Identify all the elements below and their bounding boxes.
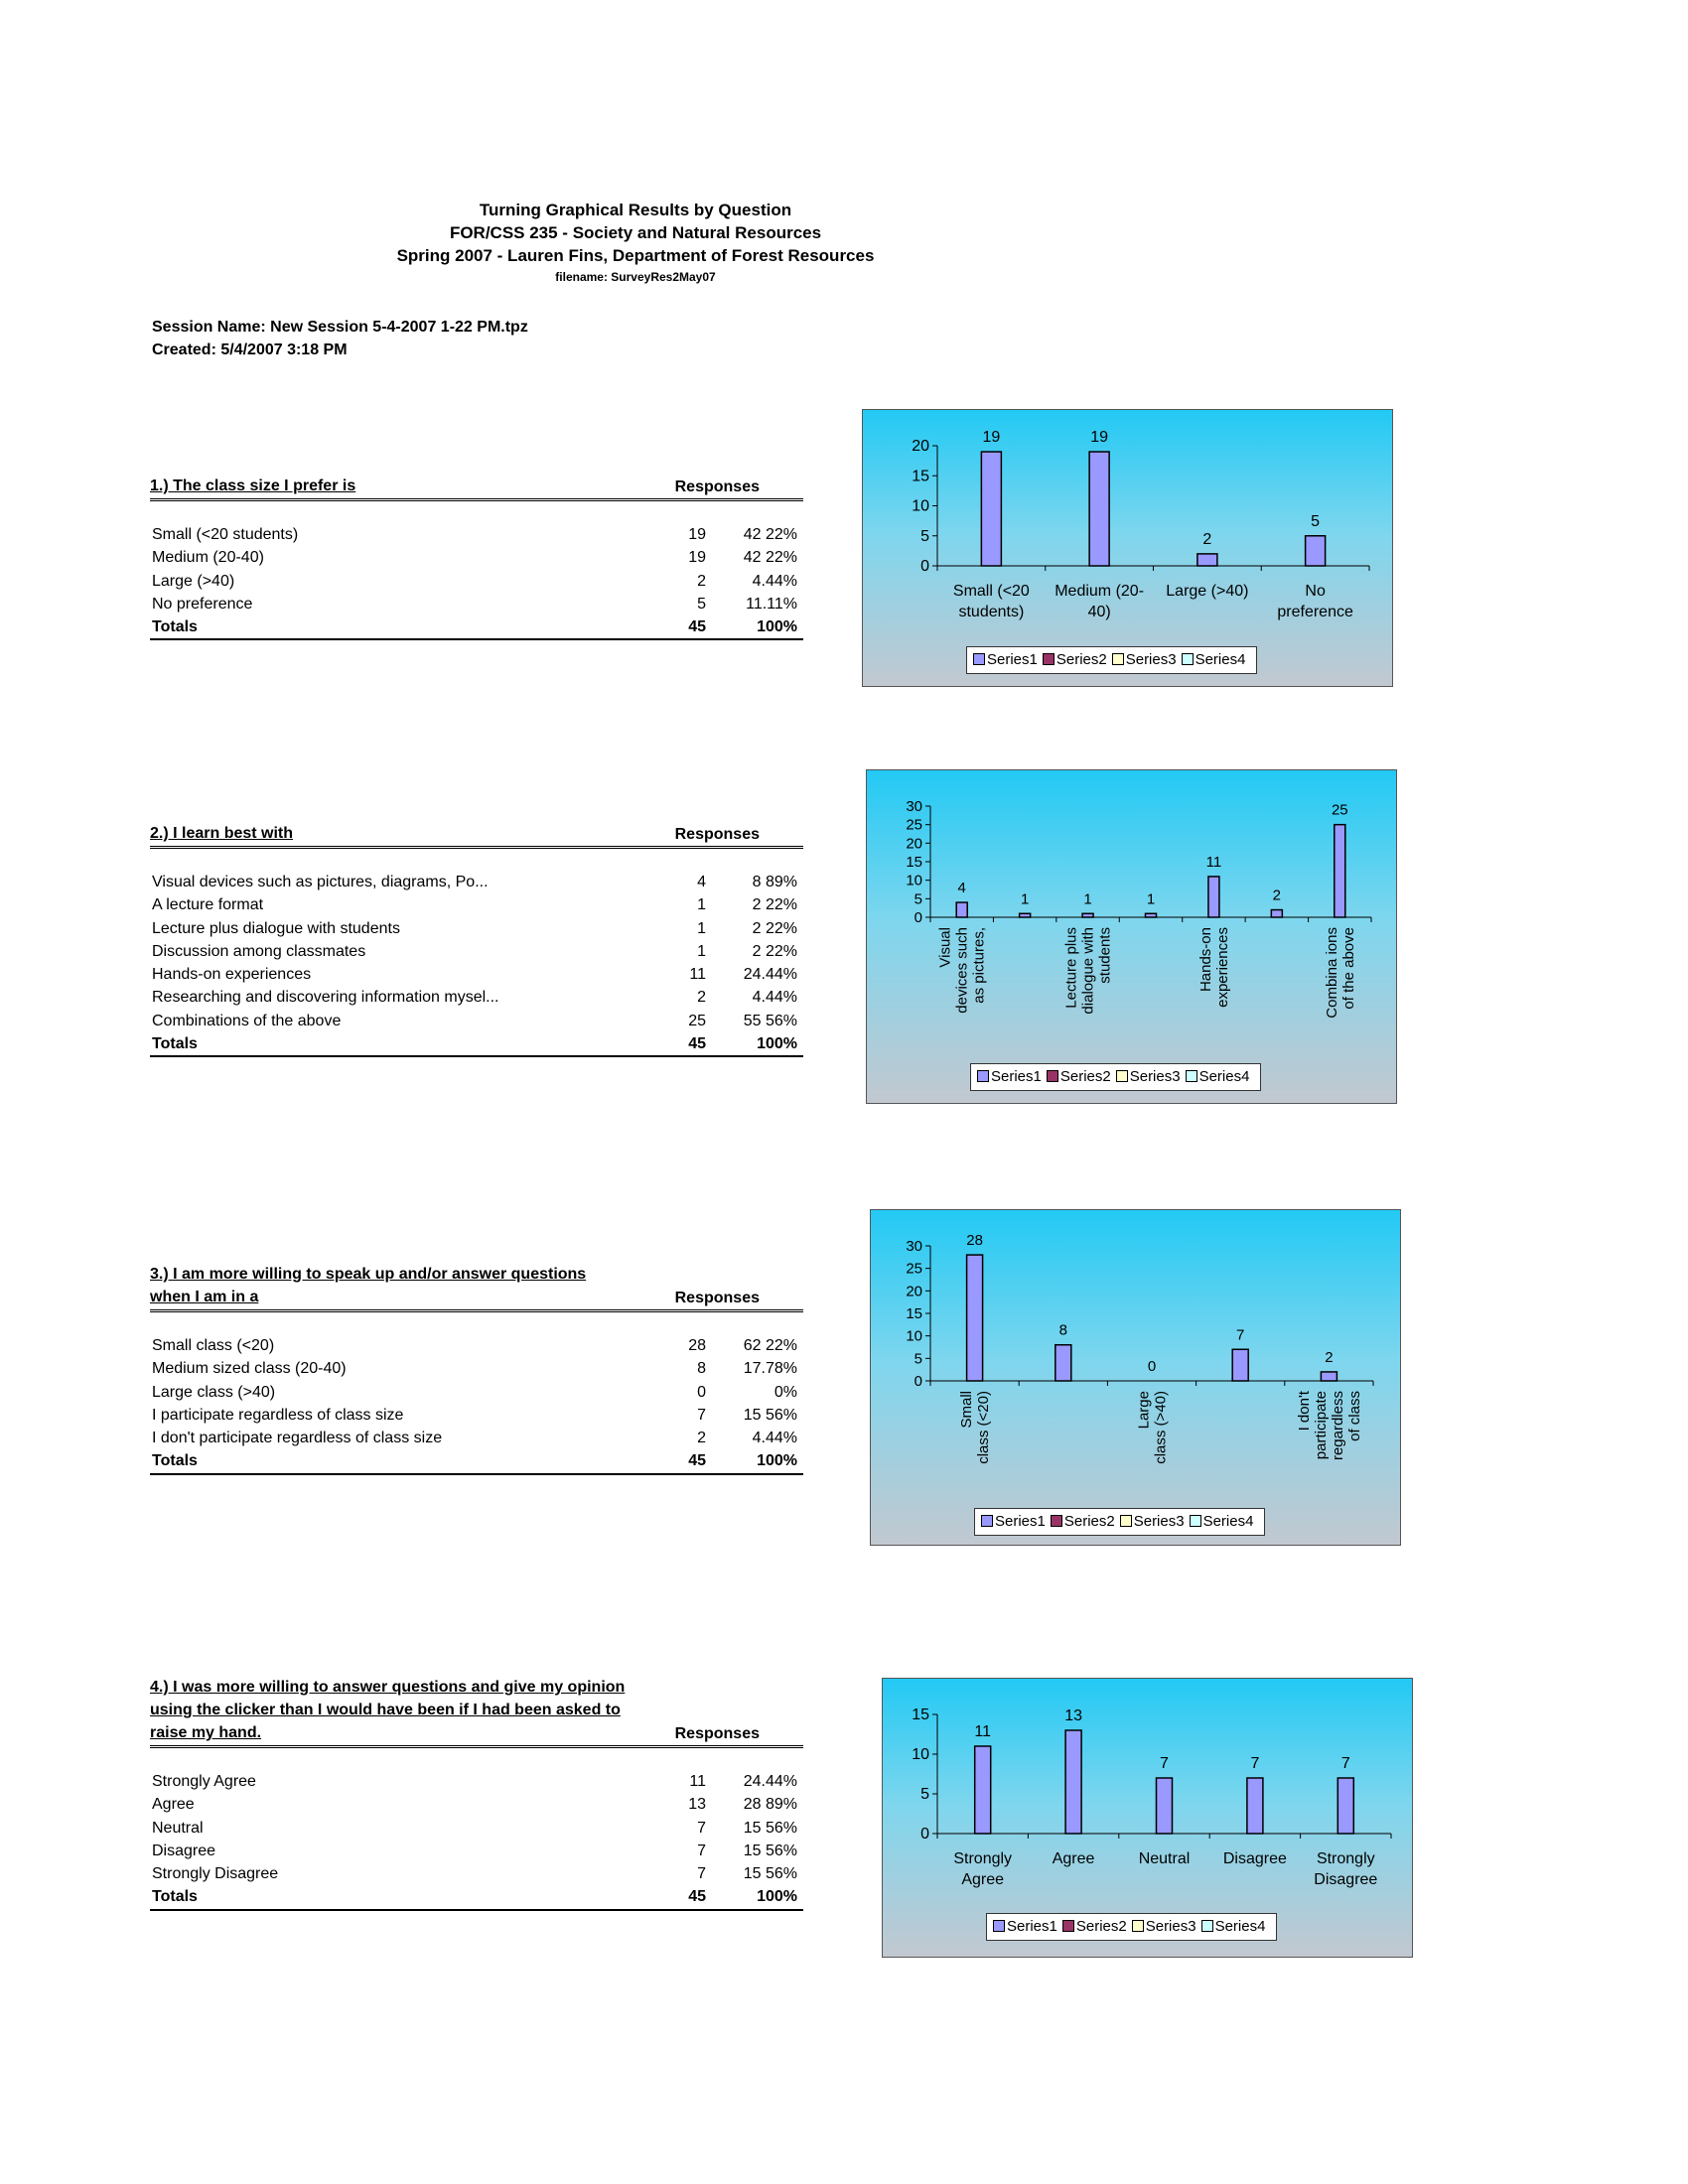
legend-label: Series4	[1195, 651, 1246, 668]
session-info	[152, 316, 528, 361]
legend-item	[973, 647, 1038, 673]
legend-item	[1043, 647, 1107, 673]
legend-swatch	[1132, 1920, 1144, 1932]
bar	[1208, 877, 1219, 917]
response-rows	[150, 523, 803, 640]
table-row	[150, 963, 803, 986]
answer-label: Strongly Agree	[152, 1773, 256, 1790]
response-percent: 2 22%	[752, 942, 797, 960]
bar	[975, 1746, 991, 1834]
legend-swatch	[1062, 1920, 1074, 1932]
category-label: class (>40)	[1152, 1391, 1170, 1464]
category-label: Lecture plus	[1062, 927, 1080, 1009]
table-row	[150, 570, 803, 593]
response-percent: 15 56%	[743, 1842, 797, 1859]
data-label: 11	[974, 1723, 992, 1740]
data-label: 11	[1205, 853, 1222, 871]
category-label: class (<20)	[975, 1391, 993, 1464]
response-percent: 62 22%	[743, 1337, 797, 1354]
response-percent: 4.44%	[752, 1430, 797, 1447]
y-tick-label: 30	[906, 798, 922, 815]
response-percent: 100%	[757, 618, 797, 636]
table-row	[150, 1404, 803, 1427]
y-tick-label: 30	[906, 1238, 922, 1255]
question-header	[150, 475, 803, 501]
category-label	[1139, 1850, 1191, 1867]
response-count: 8	[697, 1360, 706, 1378]
legend-label: Series3	[1125, 651, 1177, 668]
category-label-line: Large (>40)	[1166, 583, 1249, 600]
table-row	[150, 593, 803, 615]
category-label-line: No	[1305, 583, 1326, 600]
y-tick-label: 25	[906, 1260, 922, 1278]
response-count: 1	[697, 942, 706, 960]
response-percent: 42 22%	[743, 549, 797, 567]
legend-swatch	[1186, 1070, 1197, 1082]
response-count: 45	[688, 1888, 706, 1906]
response-percent: 100%	[757, 1452, 797, 1470]
category-label	[953, 1850, 1012, 1888]
category-label	[1166, 583, 1248, 600]
response-percent: 100%	[757, 1035, 797, 1053]
answer-label: Totals	[152, 1888, 198, 1906]
response-percent: 15 56%	[743, 1865, 797, 1883]
answer-label: Small (<20 students)	[152, 526, 299, 543]
data-label: 2	[1272, 887, 1282, 904]
question-3-table	[150, 1263, 803, 1475]
response-percent: 15 56%	[743, 1406, 797, 1424]
category-label: as pictures,	[970, 927, 988, 1004]
answer-label: Hands-on experiences	[152, 966, 312, 984]
table-row	[150, 546, 803, 569]
legend-swatch	[993, 1920, 1005, 1932]
legend-item	[993, 1914, 1057, 1940]
question-title: 4.) I was more willing to answer questions and give my opinion using the clicker than I would have been if I had been asked to raise my hand.	[150, 1679, 626, 1741]
response-count: 45	[688, 1452, 706, 1470]
response-count: 13	[688, 1796, 706, 1814]
answer-label: Medium (20-40)	[152, 549, 264, 567]
legend-label: Series4	[1198, 1068, 1250, 1085]
data-label: 2	[1202, 530, 1212, 548]
answer-label: Neutral	[152, 1819, 204, 1837]
category-label-line: Disagree	[1222, 1850, 1287, 1867]
data-label: 25	[1331, 801, 1348, 819]
question-title: 1.) The class size I prefer is	[150, 478, 356, 494]
chart-legend	[986, 1913, 1277, 1941]
response-count: 0	[697, 1383, 706, 1401]
answer-label: A lecture format	[152, 896, 264, 914]
chart-canvas	[871, 1210, 1400, 1545]
category-label-line: 40)	[1087, 604, 1111, 620]
answer-label: Combinations of the above	[152, 1012, 342, 1029]
responses-header: Responses	[674, 826, 760, 843]
legend-item	[1047, 1064, 1111, 1090]
category-label: regardless	[1329, 1391, 1346, 1461]
bar	[1271, 910, 1282, 917]
response-percent: 4.44%	[752, 989, 797, 1007]
answer-label: I participate regardless of class size	[152, 1406, 404, 1424]
response-percent: 100%	[757, 1888, 797, 1906]
category-label-line: Strongly	[1316, 1850, 1375, 1867]
y-tick-label: 20	[906, 835, 922, 853]
category-label-line: preference	[1277, 604, 1353, 620]
legend-item	[981, 1509, 1046, 1535]
answer-label: Totals	[152, 618, 198, 636]
bar	[1089, 452, 1109, 566]
answer-label: Agree	[152, 1796, 195, 1814]
table-row	[150, 1427, 803, 1449]
y-tick-label: 15	[906, 854, 922, 871]
chart-legend	[970, 1063, 1261, 1091]
category-label	[1053, 1850, 1095, 1867]
question-title: 3.) I am more willing to speak up and/or answer questions when I am in a	[150, 1266, 587, 1305]
legend-item	[1112, 647, 1177, 673]
table-row	[150, 986, 803, 1009]
legend-swatch	[981, 1515, 993, 1527]
bar	[1082, 913, 1093, 917]
answer-label: Medium sized class (20-40)	[152, 1360, 347, 1378]
response-count: 7	[697, 1865, 706, 1883]
legend-swatch	[973, 653, 985, 665]
response-rows	[150, 1334, 803, 1475]
bar	[1337, 1778, 1353, 1834]
legend-swatch	[1120, 1515, 1132, 1527]
y-tick-label: 0	[914, 1373, 922, 1390]
response-count: 1	[697, 919, 706, 937]
legend-item	[1051, 1509, 1115, 1535]
data-label: 28	[966, 1232, 983, 1250]
bar	[1055, 1345, 1071, 1381]
data-label: 19	[982, 429, 1001, 447]
response-count: 45	[688, 1035, 706, 1053]
response-count: 45	[688, 618, 706, 636]
category-label: participate	[1312, 1391, 1330, 1460]
category-label	[1314, 1850, 1377, 1888]
totals-row	[150, 1449, 803, 1474]
legend-item	[1201, 1914, 1266, 1940]
chart-legend	[974, 1508, 1265, 1536]
bar	[1247, 1778, 1263, 1834]
table-row	[150, 1770, 803, 1793]
category-label	[1055, 583, 1144, 620]
category-label: dialogue with	[1079, 927, 1097, 1015]
response-percent: 17.78%	[743, 1360, 797, 1378]
legend-item	[1186, 1064, 1250, 1090]
y-tick-label: 0	[920, 558, 929, 575]
legend-item	[1190, 1509, 1254, 1535]
legend-item	[1116, 1064, 1181, 1090]
legend-item	[1120, 1509, 1185, 1535]
answer-label: Totals	[152, 1035, 198, 1053]
response-count: 2	[697, 989, 706, 1007]
y-tick-label: 5	[920, 1786, 929, 1803]
answer-label: Disagree	[152, 1842, 216, 1859]
legend-label: Series3	[1145, 1918, 1196, 1935]
question-title: 2.) I learn best with	[150, 825, 294, 842]
y-tick-label: 15	[912, 1706, 929, 1723]
data-label: 0	[1147, 1358, 1157, 1375]
legend-label: Series1	[995, 1513, 1046, 1530]
category-label	[1223, 1850, 1287, 1867]
session-created: Created: 5/4/2007 3:18 PM	[152, 341, 348, 358]
question-header	[150, 822, 803, 849]
category-label: experiences	[1213, 927, 1231, 1008]
response-count: 19	[688, 526, 706, 543]
legend-item	[1062, 1914, 1127, 1940]
legend-label: Series1	[987, 651, 1038, 668]
response-rows	[150, 871, 803, 1057]
table-row	[150, 1334, 803, 1357]
response-percent: 8 89%	[752, 874, 797, 890]
bar	[956, 902, 967, 917]
legend-swatch	[1182, 653, 1194, 665]
y-tick-label: 0	[920, 1826, 929, 1843]
legend-label: Series1	[1007, 1918, 1057, 1935]
question-2-chart	[866, 769, 1397, 1104]
y-tick-label: 15	[912, 468, 929, 485]
table-row	[150, 523, 803, 546]
data-label: 7	[1340, 1755, 1350, 1772]
answer-label: No preference	[152, 595, 253, 613]
response-percent: 55 56%	[743, 1012, 797, 1029]
category-label	[1277, 583, 1353, 620]
category-label: of class	[1345, 1391, 1363, 1441]
response-percent: 2 22%	[752, 919, 797, 937]
legend-label: Series2	[1075, 1918, 1127, 1935]
data-label: 1	[1083, 890, 1092, 908]
filename-label: filename: SurveyRes2May07	[555, 270, 716, 284]
y-tick-label: 5	[914, 1350, 922, 1368]
y-tick-label: 20	[906, 1283, 922, 1300]
table-row	[150, 871, 803, 893]
category-label-line: Neutral	[1138, 1850, 1191, 1867]
session-name: Session Name: New Session 5-4-2007 1-22 PM.tpz	[152, 319, 528, 336]
data-label: 19	[1090, 429, 1109, 447]
question-header	[150, 1676, 803, 1748]
legend-item	[1132, 1914, 1196, 1940]
course-title: FOR/CSS 235 - Society and Natural Resources	[449, 223, 822, 242]
question-4-table	[150, 1676, 803, 1911]
response-count: 19	[688, 549, 706, 567]
legend-label: Series2	[1059, 1068, 1111, 1085]
bar	[1197, 554, 1217, 566]
legend-swatch	[1051, 1515, 1062, 1527]
table-row	[150, 940, 803, 963]
category-label: Visual	[936, 927, 954, 968]
response-count: 25	[688, 1012, 706, 1029]
chart-legend	[966, 646, 1257, 674]
response-count: 4	[697, 874, 706, 890]
bar	[981, 452, 1001, 566]
y-tick-label: 20	[912, 438, 929, 455]
bar	[1306, 536, 1326, 566]
data-label: 7	[1160, 1755, 1169, 1772]
category-label-line: Medium (20-	[1055, 583, 1145, 600]
legend-swatch	[977, 1070, 989, 1082]
data-label: 5	[1311, 512, 1321, 530]
category-label: Combina ions	[1323, 927, 1340, 1019]
response-percent: 4.44%	[752, 572, 797, 590]
answer-label: Totals	[152, 1452, 198, 1470]
question-1-table	[150, 475, 803, 640]
category-label-line: Agree	[961, 1871, 1005, 1888]
response-count: 1	[697, 896, 706, 914]
response-count: 7	[697, 1406, 706, 1424]
report-title: Turning Graphical Results by Question	[479, 201, 792, 219]
response-percent: 2 22%	[752, 896, 797, 914]
table-row	[150, 1817, 803, 1840]
bar	[967, 1255, 983, 1381]
response-percent: 0%	[774, 1383, 797, 1401]
legend-swatch	[1201, 1920, 1213, 1932]
legend-label: Series2	[1055, 651, 1107, 668]
category-label: devices such	[953, 927, 971, 1014]
term-instructor: Spring 2007 - Lauren Fins, Department of Forest Resources	[396, 246, 875, 265]
bar	[1157, 1778, 1173, 1834]
category-label-line: Agree	[1052, 1850, 1095, 1867]
y-tick-label: 10	[906, 1327, 922, 1345]
answer-label: Large (>40)	[152, 572, 235, 590]
response-percent: 15 56%	[743, 1819, 797, 1837]
bar	[1321, 1372, 1336, 1381]
bar	[1146, 913, 1157, 917]
table-row	[150, 1010, 803, 1032]
chart-canvas	[863, 410, 1392, 686]
answer-label: Lecture plus dialogue with students	[152, 919, 400, 937]
legend-label: Series2	[1063, 1513, 1115, 1530]
data-label: 1	[1020, 890, 1030, 908]
category-label-line: Strongly	[953, 1850, 1013, 1867]
response-count: 7	[697, 1819, 706, 1837]
legend-label: Series4	[1214, 1918, 1266, 1935]
answer-label: I don't participate regardless of class size	[152, 1430, 443, 1447]
table-row	[150, 893, 803, 916]
category-label: I don't	[1295, 1391, 1313, 1432]
data-label: 2	[1325, 1348, 1334, 1366]
chart-canvas	[867, 770, 1396, 1103]
category-label	[953, 583, 1030, 620]
response-percent: 28 89%	[743, 1796, 797, 1814]
legend-swatch	[1116, 1070, 1128, 1082]
question-2-table	[150, 822, 803, 1057]
totals-row	[150, 1032, 803, 1057]
table-row	[150, 917, 803, 940]
response-percent: 24.44%	[743, 1773, 797, 1790]
responses-header: Responses	[674, 478, 760, 495]
y-tick-label: 10	[912, 497, 929, 515]
y-tick-label: 25	[906, 816, 922, 834]
y-tick-label: 5	[914, 890, 922, 908]
category-label: Hands-on	[1196, 927, 1214, 993]
category-label-line: Disagree	[1314, 1871, 1378, 1888]
bar	[1335, 825, 1345, 917]
response-count: 2	[697, 572, 706, 590]
legend-swatch	[1190, 1515, 1201, 1527]
table-row	[150, 1840, 803, 1862]
response-percent: 42 22%	[743, 526, 797, 543]
question-header	[150, 1263, 803, 1312]
response-rows	[150, 1770, 803, 1911]
data-label: 4	[957, 880, 966, 897]
question-3-chart	[870, 1209, 1401, 1546]
totals-row	[150, 615, 803, 640]
category-label-line: students)	[958, 604, 1025, 620]
data-label: 7	[1250, 1755, 1260, 1772]
legend-item	[1182, 647, 1246, 673]
table-row	[150, 1381, 803, 1404]
bar	[1020, 913, 1031, 917]
answer-label: Small class (<20)	[152, 1337, 275, 1354]
legend-swatch	[1112, 653, 1124, 665]
table-row	[150, 1862, 803, 1885]
legend-label: Series3	[1133, 1513, 1185, 1530]
answer-label: Researching and discovering information mysel...	[152, 989, 499, 1007]
question-1-chart	[862, 409, 1393, 687]
question-4-chart	[882, 1678, 1413, 1958]
response-count: 28	[688, 1337, 706, 1354]
category-label: Large	[1135, 1391, 1153, 1430]
response-count: 7	[697, 1842, 706, 1859]
bar	[1065, 1730, 1081, 1834]
response-percent: 11.11%	[746, 595, 797, 613]
response-count: 5	[697, 595, 706, 613]
answer-label: Strongly Disagree	[152, 1865, 279, 1883]
data-label: 8	[1058, 1321, 1067, 1339]
legend-label: Series1	[991, 1068, 1042, 1085]
response-count: 2	[697, 1430, 706, 1447]
answer-label: Discussion among classmates	[152, 942, 366, 960]
data-label: 1	[1146, 890, 1156, 908]
category-label: students	[1096, 927, 1114, 984]
y-tick-label: 5	[920, 527, 929, 545]
data-label: 13	[1064, 1707, 1082, 1724]
y-tick-label: 15	[906, 1305, 922, 1322]
response-count: 11	[689, 966, 706, 984]
legend-swatch	[1047, 1070, 1058, 1082]
category-label: of the above	[1339, 927, 1357, 1010]
legend-item	[977, 1064, 1042, 1090]
category-label: Small	[958, 1391, 976, 1429]
legend-label: Series3	[1129, 1068, 1181, 1085]
responses-header: Responses	[674, 1725, 760, 1742]
y-tick-label: 10	[906, 872, 922, 889]
y-tick-label: 0	[914, 909, 922, 926]
answer-label: Large class (>40)	[152, 1383, 276, 1401]
legend-label: Series4	[1202, 1513, 1254, 1530]
table-row	[150, 1793, 803, 1816]
responses-header: Responses	[674, 1290, 760, 1306]
response-count: 11	[689, 1773, 706, 1790]
response-percent: 24.44%	[743, 966, 797, 984]
document-header	[298, 199, 973, 287]
answer-label: Visual devices such as pictures, diagrams, Po...	[152, 874, 489, 890]
table-row	[150, 1357, 803, 1380]
data-label: 7	[1236, 1326, 1245, 1344]
totals-row	[150, 1885, 803, 1910]
y-tick-label: 10	[912, 1746, 929, 1763]
legend-swatch	[1043, 653, 1055, 665]
category-label-line: Small (<20	[952, 583, 1030, 600]
bar	[1232, 1349, 1248, 1381]
